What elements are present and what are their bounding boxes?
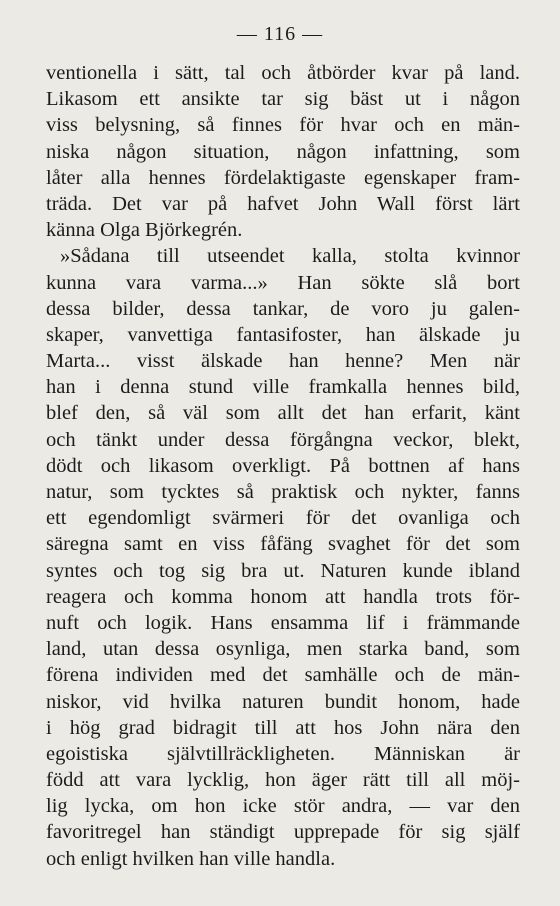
text-line: förena individen med det samhälle och de män- <box>46 664 520 687</box>
text-line: ventionella i sätt, tal och åtbörder kvar på land. <box>46 62 520 84</box>
page-number: — 116 — <box>236 23 324 45</box>
text-line: träda. Det var på hafvet John Wall först lärt <box>46 192 520 215</box>
text-line: nuft och logik. Hans ensamma lif i främmande <box>46 611 520 634</box>
text-line: reagera och komma honom att handla trots för- <box>46 585 520 608</box>
text-line: egoistiska självtillräckligheten. Människan är <box>46 742 520 765</box>
text-line: syntes och tog sig bra ut. Naturen kunde ibland <box>46 559 520 582</box>
text-line: Marta... visst älskade han henne? Men när <box>46 350 520 373</box>
text-line: niskor, vid hvilka naturen bundit honom, hade <box>46 690 520 713</box>
text-line: blef den, så väl som allt det han erfarit, känt <box>46 402 520 425</box>
text-line: ett egendomligt svärmeri för det ovanliga och <box>46 507 520 530</box>
text-line: han i denna stund ville framkalla hennes bild, <box>46 376 520 399</box>
text-line: »Sådana till utseendet kalla, stolta kvinnor <box>60 245 520 268</box>
text-line: låter alla hennes fördelaktigaste egenskaper fram- <box>46 166 520 189</box>
text-line: känna Olga Björkegrén. <box>46 219 243 242</box>
text-line: i hög grad bidragit till att hos John nära den <box>46 716 520 739</box>
text-line: säregna samt en viss fåfäng svaghet för det som <box>46 533 520 556</box>
text-line: skaper, vanvettiga fantasifoster, han älskade ju <box>46 323 520 346</box>
text-line: viss belysning, så finnes för hvar och en män- <box>46 114 520 137</box>
text-line: dödt och likasom overkligt. På bottnen af hans <box>46 454 520 477</box>
body-text <box>46 60 520 872</box>
text-line: land, utan dessa osynliga, men starka band, som <box>46 638 520 661</box>
text-line: favoritregel han ständigt upprepade för sig själf <box>46 821 520 844</box>
text-line: niska någon situation, någon infattning, som <box>46 140 520 163</box>
text-line: Likasom ett ansikte tar sig bäst ut i någon <box>46 88 520 111</box>
text-line: lig lycka, om hon icke stör andra, — var den <box>46 795 520 818</box>
text-line: dessa bilder, dessa tankar, de voro ju galen- <box>46 297 520 320</box>
text-line: kunna vara varma...» Han sökte slå bort <box>46 271 520 294</box>
text-line: född att vara lycklig, hon äger rätt till all möj- <box>46 769 520 792</box>
text-line: och enligt hvilken han ville handla. <box>46 847 336 870</box>
text-line: natur, som tycktes så praktisk och nykter, fanns <box>46 481 520 503</box>
text-line: och tänkt under dessa förgångna veckor, blekt, <box>46 428 520 451</box>
